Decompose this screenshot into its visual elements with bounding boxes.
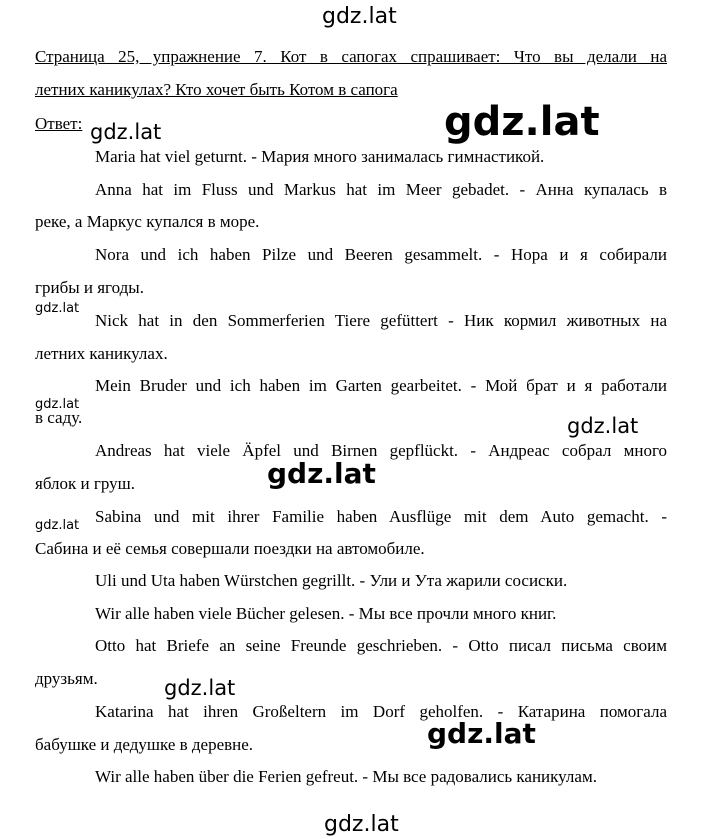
watermark: gdz.lat: [567, 414, 639, 438]
answer-label: Ответ:: [35, 114, 83, 133]
exercise-title-line-1: Страница 25, упражнение 7. Кот в сапогах спрашивает: Что вы делали на: [35, 47, 667, 66]
answer-line: Mein Bruder und ich haben im Garten gearbeitet. - Мой брат и я работали: [95, 376, 667, 395]
answer-line: грибы и ягоды.: [35, 278, 144, 297]
answer-line: в саду.: [35, 408, 83, 427]
watermark-medium: gdz.lat: [267, 457, 376, 490]
answer-line: яблок и груш.: [35, 474, 135, 493]
watermark-small: gdz.lat: [35, 301, 80, 316]
answer-line: друзьям.: [35, 669, 98, 688]
watermark-medium: gdz.lat: [427, 717, 536, 750]
watermark-small: gdz.lat: [35, 397, 80, 412]
answer-line: Andreas hat viele Äpfel und Birnen gepflückt. - Андреас собрал много: [95, 441, 667, 460]
watermark: gdz.lat: [90, 120, 162, 144]
answer-line: Sabina und mit ihrer Familie haben Ausflüge mit dem Auto gemacht. -: [95, 507, 667, 526]
watermark-small: gdz.lat: [35, 518, 80, 533]
answer-line: реке, а Маркус купался в море.: [35, 212, 260, 231]
answer-line: бабушке и дедушке в деревне.: [35, 735, 254, 754]
answer-line: Wir alle haben viele Bücher gelesen. - Мы все прочли много книг.: [95, 604, 557, 623]
watermark-bottom: gdz.lat: [324, 812, 399, 837]
answer-line: Otto hat Briefe an seine Freunde geschrieben. - Otto писал письма своим: [95, 636, 667, 655]
answer-line: Anna hat im Fluss und Markus hat im Meer gebadet. - Анна купалась в: [95, 180, 667, 199]
watermark-top: gdz.lat: [322, 4, 397, 29]
exercise-title-line-2: летних каникулах? Кто хочет быть Котом в сапога: [35, 80, 398, 99]
answer-line: Wir alle haben über die Ferien gefreut. - Мы все радовались каникулам.: [95, 767, 597, 786]
watermark: gdz.lat: [164, 676, 236, 700]
answer-line: летних каникулах.: [35, 344, 168, 363]
answer-line: Maria hat viel geturnt. - Мария много занималась гимнастикой.: [95, 147, 545, 166]
answer-line: Nick hat in den Sommerferien Tiere gefüttert - Ник кормил животных на: [95, 311, 667, 330]
answer-line: Сабина и её семья совершали поездки на автомобиле.: [35, 539, 425, 558]
answer-line: Nora und ich haben Pilze und Beeren gesammelt. - Нора и я собирали: [95, 245, 667, 264]
watermark-large: gdz.lat: [444, 99, 600, 145]
answer-line: Katarina hat ihren Großeltern im Dorf geholfen. - Катарина помогала: [95, 702, 667, 721]
answer-line: Uli und Uta haben Würstchen gegrillt. - Ули и Ута жарили сосиски.: [95, 571, 568, 590]
